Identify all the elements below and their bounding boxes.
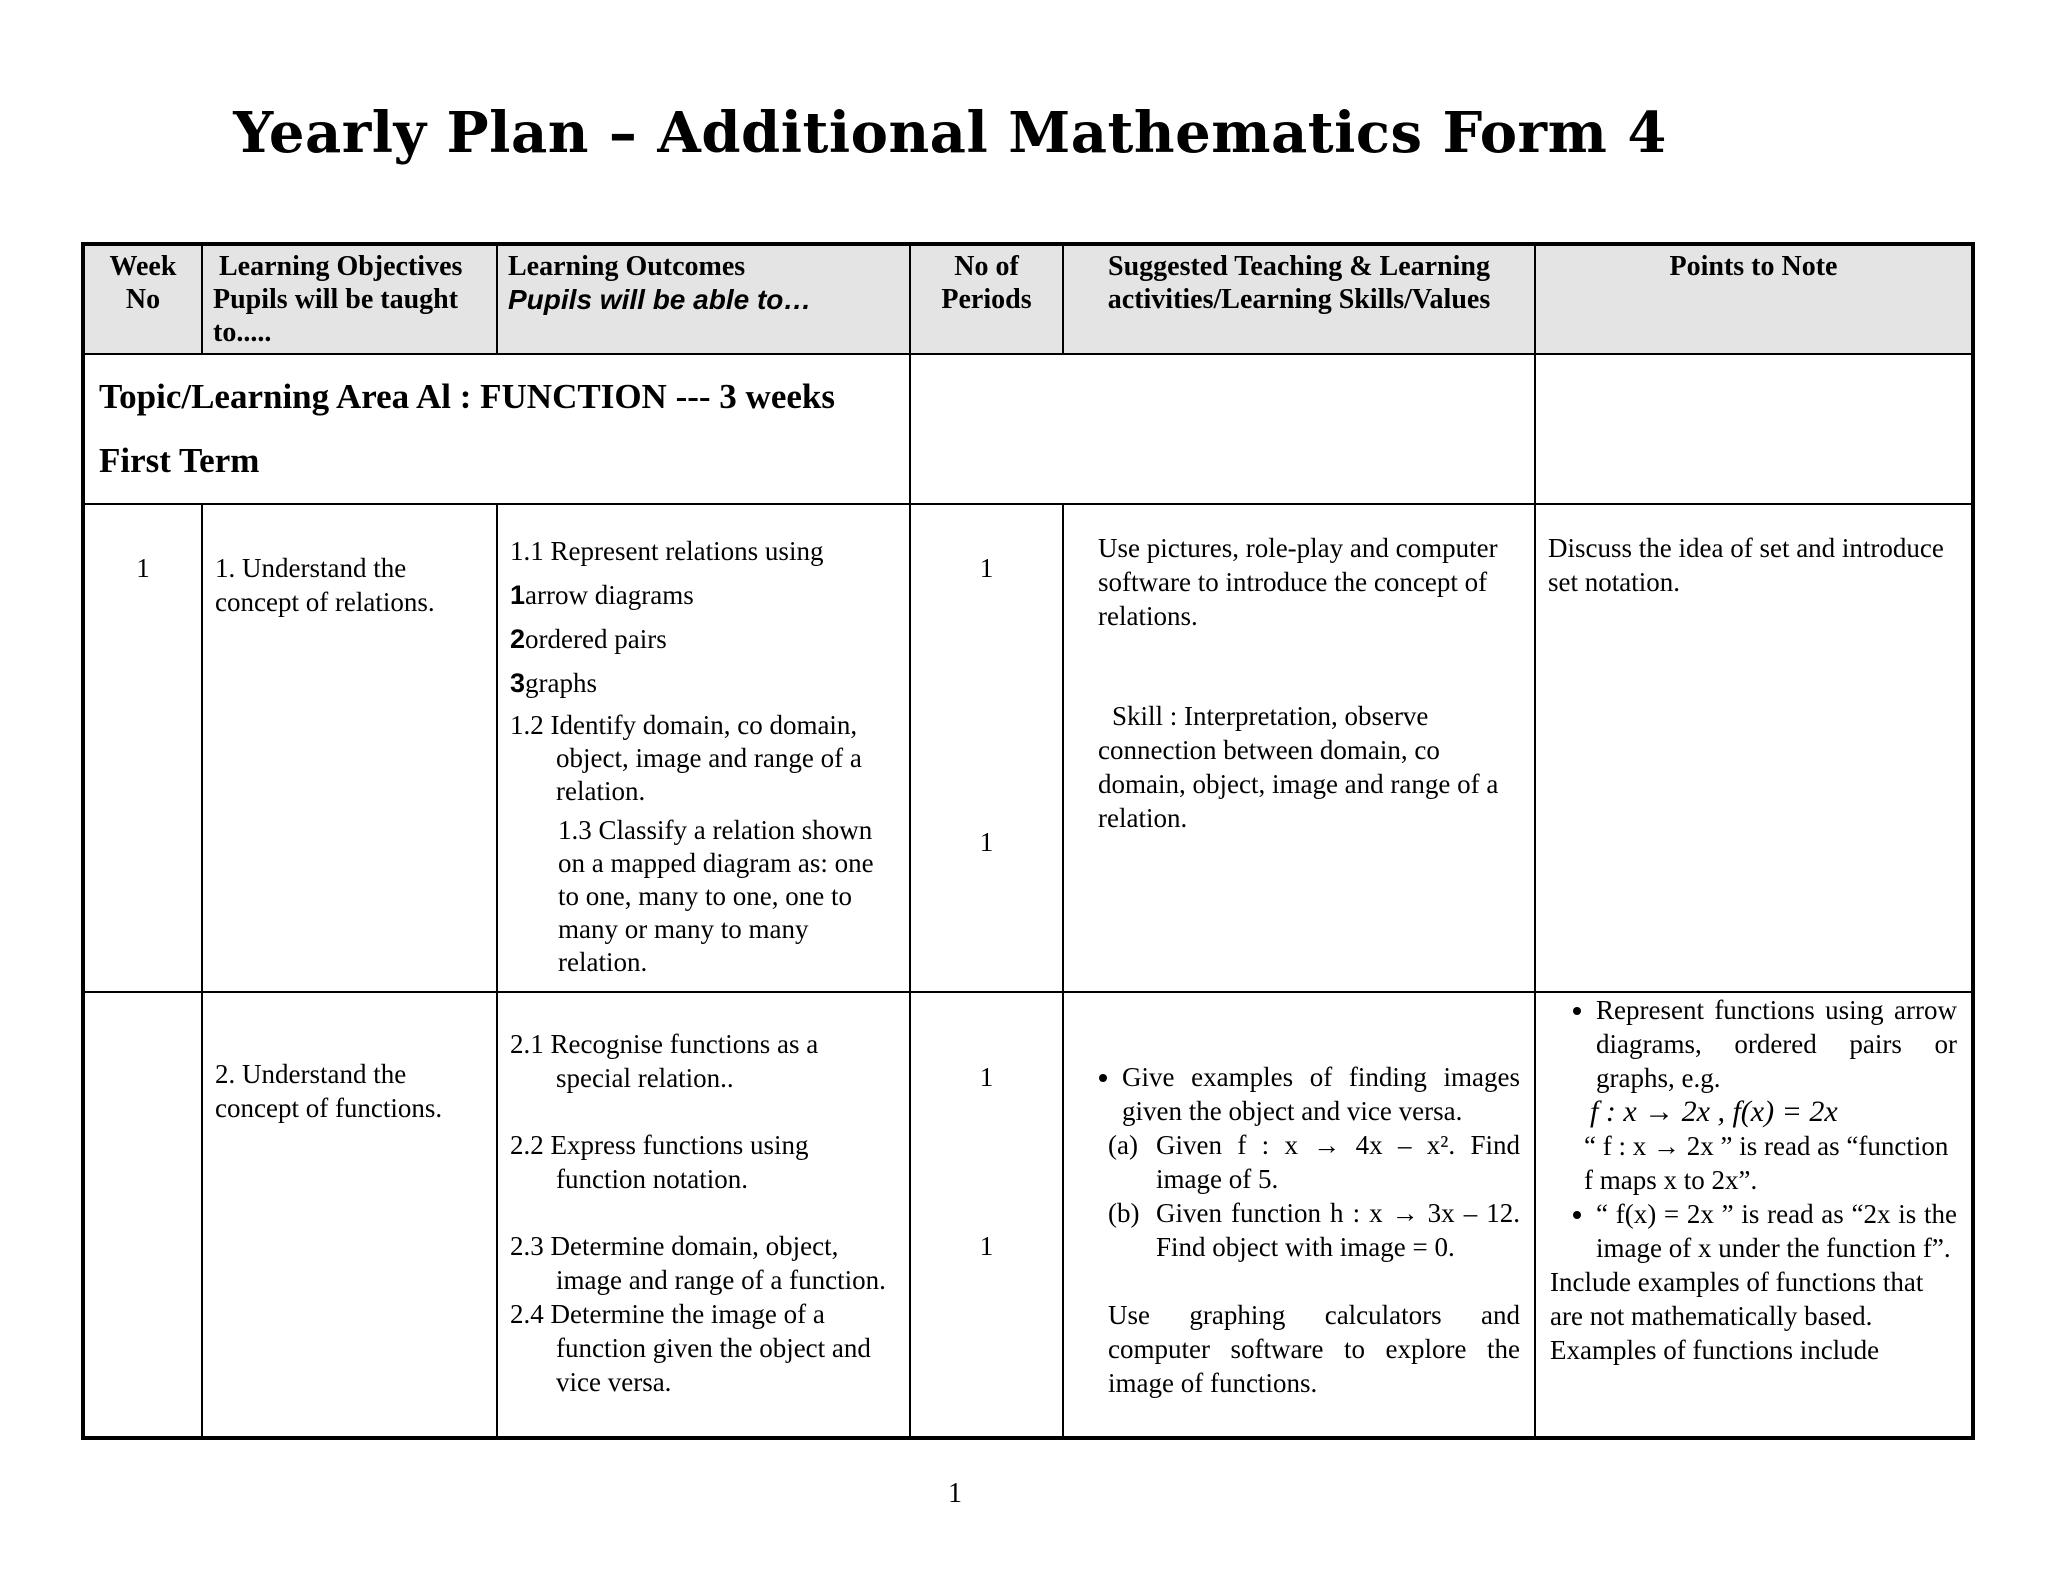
- document-title: Yearly Plan – Additional Mathematics Form 4: [233, 100, 1667, 166]
- period-count: 1: [979, 553, 994, 583]
- note-bullet: • “ f(x) = 2x ” is read as “2x is the image of x under the function f”.: [1596, 1197, 1957, 1265]
- notes-list: [1550, 993, 1957, 1095]
- header-periods: [910, 245, 1063, 354]
- header-week: [84, 245, 202, 354]
- outcome-1-2: 1.2 Identify domain, co domain, object, image and range of a relation.: [510, 710, 862, 806]
- header-learning-objectives: [202, 245, 497, 354]
- period-count: 1: [979, 1231, 994, 1261]
- notes-relations: Discuss the idea of set and introduce set notation.: [1535, 504, 1972, 992]
- list-number: 3: [510, 668, 526, 698]
- period-count: 1: [979, 1062, 994, 1092]
- header-week-line1: Week: [109, 251, 177, 282]
- note-examples: Examples of functions include: [1550, 1335, 1880, 1365]
- topic-empty-notes-cell: [1535, 354, 1972, 504]
- table-row-functions: [84, 992, 1972, 1437]
- periods-functions: [910, 992, 1063, 1437]
- list-item: [510, 573, 897, 617]
- header-activities: [1063, 245, 1535, 354]
- header-outcomes-line1: Learning Outcomes: [508, 251, 746, 282]
- activity-example-a: [1078, 1128, 1520, 1196]
- header-week-line2: No: [125, 284, 161, 315]
- header-notes-label: Points to Note: [1669, 251, 1838, 282]
- note-bullet: • Represent functions using arrow diagrams, ordered pairs or graphs, e.g.: [1596, 993, 1957, 1095]
- topic-row: [84, 354, 1972, 504]
- list-item-label: arrow diagrams: [525, 580, 694, 610]
- yearly-plan-table: [81, 242, 1975, 1440]
- list-item: [510, 617, 897, 661]
- example-label: (a): [1108, 1130, 1138, 1160]
- objective-relations: 1. Understand the concept of relations.: [202, 504, 497, 992]
- header-outcomes-line2: Pupils will be able to…: [508, 284, 812, 315]
- list-item-label: graphs: [525, 668, 598, 698]
- header-activities-line2: activities/Learning Skills/Values: [1107, 284, 1491, 315]
- header-row: [84, 245, 1972, 354]
- outcomes-functions: [497, 992, 910, 1437]
- note-math-expression: f : x → 2x , f(x) = 2x: [1590, 1095, 1838, 1128]
- activity-list: [1078, 1060, 1520, 1128]
- topic-title: Topic/Learning Area Al : FUNCTION --- 3 weeks: [99, 377, 835, 416]
- topic-cell: [84, 354, 910, 504]
- outcome-2-2: 2.2 Express functions using function notation.: [510, 1130, 809, 1194]
- list-number: 2: [510, 624, 526, 654]
- list-item-label: ordered pairs: [525, 624, 667, 654]
- note-reading: “ f : x → 2x ” is read as “function f maps x to 2x”.: [1584, 1131, 1949, 1195]
- topic-empty-cell: [910, 354, 1535, 504]
- note-include: Include examples of functions that are not mathematically based.: [1550, 1267, 1924, 1331]
- notes-list-2: [1550, 1197, 1957, 1265]
- header-periods-line2: Periods: [941, 284, 1032, 315]
- example-text: Given f : x → 4x – x². Find image of 5.: [1156, 1130, 1520, 1194]
- header-lo-line3: to.....: [213, 317, 272, 348]
- period-count: 1: [979, 827, 994, 857]
- outcome-2-4: 2.4 Determine the image of a function given the object and vice versa.: [510, 1299, 871, 1397]
- activity-text: Use pictures, role-play and computer software to introduce the concept of relations.: [1098, 533, 1498, 631]
- objective-functions: 2. Understand the concept of functions.: [202, 992, 497, 1437]
- term-label: First Term: [99, 441, 260, 480]
- list-item: [510, 661, 897, 705]
- notes-functions: [1535, 992, 1972, 1437]
- outcome-1-1: 1.1 Represent relations using: [510, 536, 824, 566]
- outcome-2-3: 2.3 Determine domain, object, image and range of a function.: [510, 1231, 886, 1295]
- activity-graphing-text: Use graphing calculators and computer software to explore the image of functions.: [1108, 1300, 1520, 1398]
- outcomes-relations: [497, 504, 910, 992]
- header-lo-line2: Pupils will be taught: [213, 284, 459, 315]
- header-lo-line1: Learning Objectives: [219, 251, 463, 282]
- list-number: 1: [510, 580, 526, 610]
- activity-skill: Skill : Interpretation, observe connection between domain, co domain, object, image and range of a relation.: [1098, 701, 1499, 833]
- activity-example-b: [1078, 1196, 1520, 1264]
- activity-bullet: • Give examples of finding images given the object and vice versa.: [1122, 1060, 1520, 1128]
- page-number: 1: [948, 1478, 962, 1509]
- example-text: Given function h : x → 3x – 12. Find object with image = 0.: [1156, 1198, 1520, 1262]
- outcome-2-1: 2.1 Recognise functions as a special relation..: [510, 1029, 819, 1093]
- table-row-relations: [84, 504, 1972, 992]
- outcome-1-3: 1.3 Classify a relation shown on a mapped diagram as: one to one, many to one, one to many or many to many relation.: [558, 815, 874, 977]
- header-learning-outcomes: [497, 245, 910, 354]
- periods-relations: [910, 504, 1063, 992]
- example-label: (b): [1108, 1198, 1140, 1228]
- activities-relations: [1063, 504, 1535, 992]
- week-number: 1: [84, 504, 202, 992]
- header-points-to-note: [1535, 245, 1972, 354]
- activities-functions: [1063, 992, 1535, 1437]
- header-activities-line1: Suggested Teaching & Learning: [1108, 251, 1490, 282]
- week-empty-cell: [84, 992, 202, 1437]
- header-periods-line1: No of: [954, 251, 1019, 282]
